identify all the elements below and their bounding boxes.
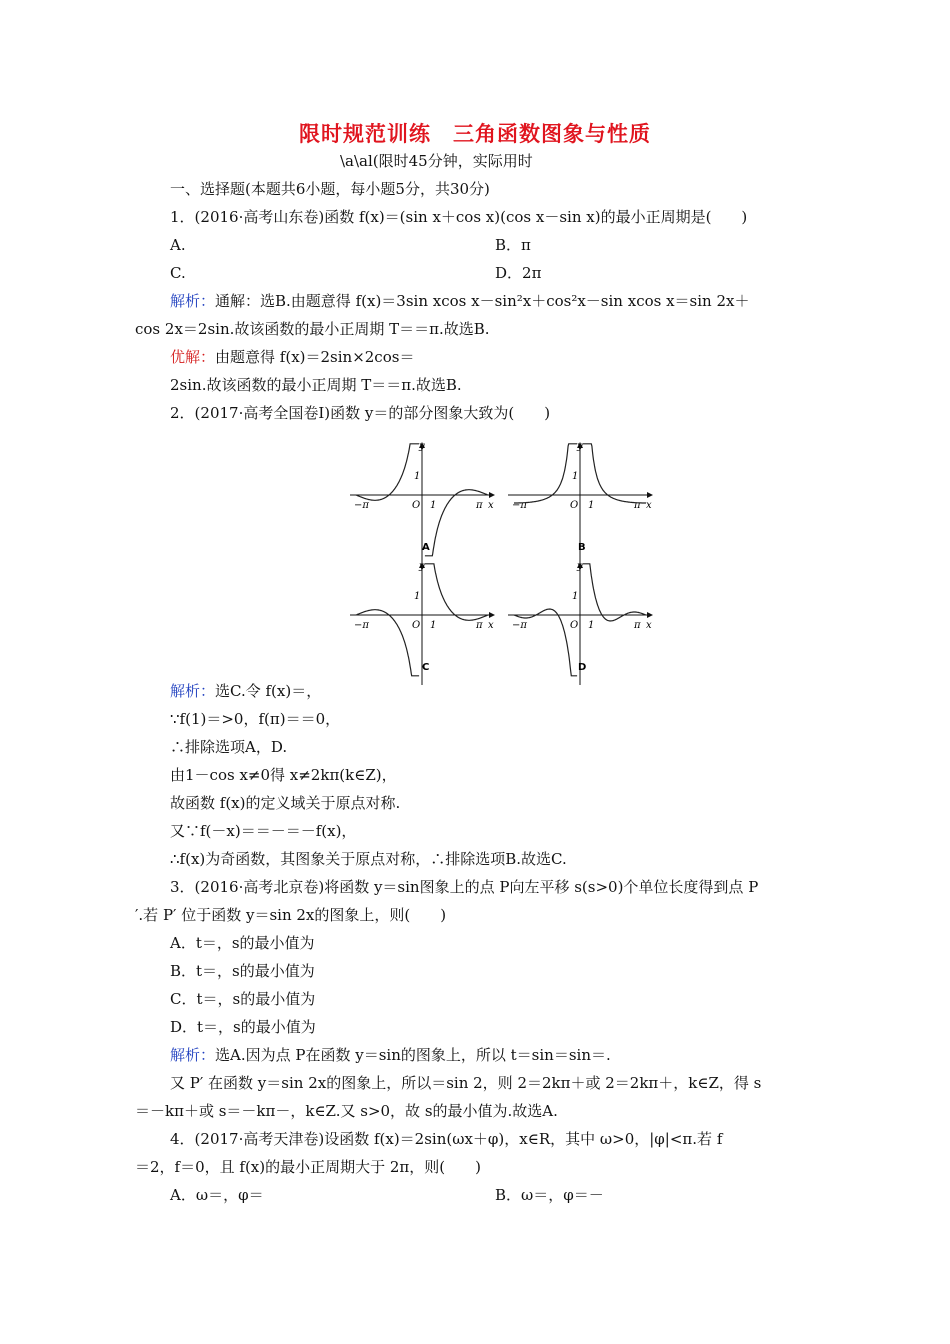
tick-pi: π [476,620,483,631]
q1-alt-line1 [170,346,414,368]
curve-neg [356,444,419,501]
q1-stem: 1．(2016·高考山东卷)函数 f(x)＝(sin x＋cos x)(cos x－sin x)的最小正周期是( ) [170,208,748,226]
section-heading: 一、选择题(本题共6小题，每小题5分，共30分) [170,180,490,198]
alt-text: 由题意得 f(x)＝2sin×2cos＝ [215,348,415,366]
graph-panel-b [508,441,652,565]
origin-label: O [570,500,579,511]
graph-panel-c [350,561,494,685]
q3-analysis-line2: 又 P′ 在函数 y＝sin 2x的图象上，所以＝sin 2，则 2＝2kπ＋或 2＝2kπ＋，k∈Z，得 s [170,1074,762,1092]
q3-option-d: D．t＝，s的最小值为 [170,1018,316,1036]
q2-stem: 2．(2017·高考全国卷Ⅰ)函数 y＝的部分图象大致为( ) [170,404,551,422]
q3-analysis-line1 [170,1044,611,1066]
q1-option-d: D．2π [495,264,542,282]
tick-neg-pi: −π [354,500,369,511]
tick-one-y: 1 [572,471,579,482]
page-title: 限时规范训练 三角函数图象与性质 [299,121,651,146]
q1-option-a: A. [170,236,186,254]
q2-analysis-line2: ∵f(1)＝>0，f(π)＝＝0， [170,710,341,728]
x-axis-label: x [646,620,652,631]
tick-pi: π [634,500,641,511]
q2-analysis-line3: ∴排除选项A，D. [170,738,288,756]
q1-option-b: B．π [495,236,531,254]
tick-neg-pi: −π [512,500,527,511]
x-axis-label: x [488,620,494,631]
q2-analysis-line1 [170,680,321,702]
q2-figure [354,440,660,685]
q3-stem-line2: ′.若 P′ 位于函数 y＝sin 2x的图象上，则( ) [135,906,447,924]
tick-one-y: 1 [572,591,579,602]
tick-pi: π [634,620,641,631]
graph-panel-a [350,441,494,565]
panel-label-b: B [578,542,586,553]
curve-pos [583,444,646,503]
panel-label-d: D [578,662,587,673]
alt-label: 优解： [170,348,216,366]
time-note: \a\al(限时45分钟，实际用时 [340,152,533,170]
y-axis-label: y [577,441,583,452]
analysis-label: 解析： [170,292,216,310]
x-axis-label: x [646,500,652,511]
q3-option-b: B．t＝，s的最小值为 [170,962,315,980]
q2-analysis-line4: 由1－cos x≠0得 x≠2kπ(k∈Z)， [170,766,397,784]
q4-stem-line1: 4．(2017·高考天津卷)设函数 f(x)＝2sin(ωx＋φ)，x∈R，其中 ω>0，|φ|<π.若 f [170,1130,723,1148]
q4-option-b: B．ω＝，φ＝－ [495,1186,604,1204]
analysis-label: 解析： [170,682,216,700]
q2-analysis-line7: ∴f(x)为奇函数，其图象关于原点对称，∴排除选项B.故选C. [170,850,567,868]
tick-pi: π [476,500,483,511]
x-axis-label: x [488,500,494,511]
q4-stem-line2: ＝2，f＝0，且 f(x)的最小正周期大于 2π，则( ) [135,1158,481,1176]
graph-panel-d [508,561,652,685]
origin-label: O [412,500,421,511]
q3-option-a: A．t＝，s的最小值为 [170,934,315,952]
tick-one-y: 1 [414,471,421,482]
q3-option-c: C．t＝，s的最小值为 [170,990,316,1008]
curve-pos [425,564,488,621]
q3-analysis-line3: ＝－kπ＋或 s＝－kπ－，k∈Z.又 s>0，故 s的最小值为.故选A. [135,1102,558,1120]
y-axis-label: y [577,561,583,572]
analysis-text: 选C.令 f(x)＝， [215,682,322,700]
q4-option-a: A．ω＝，φ＝ [170,1186,264,1204]
tick-neg-pi: −π [354,620,369,631]
q2-analysis-line6: 又∵f(－x)＝＝－＝－f(x)， [170,822,357,840]
tick-one-x: 1 [588,500,595,511]
q1-alt-line2: 2sin.故该函数的最小正周期 T＝＝π.故选B. [170,376,462,394]
y-axis-label: y [419,441,425,452]
panel-label-a: A [422,542,430,553]
analysis-text: 通解：选B.由题意得 f(x)＝3sin xcos x－sin²x＋cos²x－sin xcos x＝sin 2x＋ [215,292,750,310]
tick-neg-pi: −π [512,620,527,631]
panel-label-c: C [422,662,430,673]
q2-graphs-svg [354,440,660,685]
analysis-text: 选A.因为点 P在函数 y＝sin的图象上，所以 t＝sin＝sin＝. [215,1046,611,1064]
q2-analysis-line5: 故函数 f(x)的定义域关于原点对称. [170,794,401,812]
origin-label: O [570,620,579,631]
tick-one-x: 1 [430,620,437,631]
q3-stem-line1: 3．(2016·高考北京卷)将函数 y＝sin图象上的点 P向左平移 s(s>0)个单位长度得到点 P [170,878,759,896]
q1-analysis-line1 [170,290,749,312]
q1-option-c: C. [170,264,186,282]
curve-pos [583,564,646,621]
tick-one-y: 1 [414,591,421,602]
curve-neg [514,444,577,503]
analysis-label: 解析： [170,1046,216,1064]
tick-one-x: 1 [588,620,595,631]
y-axis-label: y [419,561,425,572]
q1-analysis-line2: cos 2x＝2sin.故该函数的最小正周期 T＝＝π.故选B. [135,320,490,338]
origin-label: O [412,620,421,631]
tick-one-x: 1 [430,500,437,511]
